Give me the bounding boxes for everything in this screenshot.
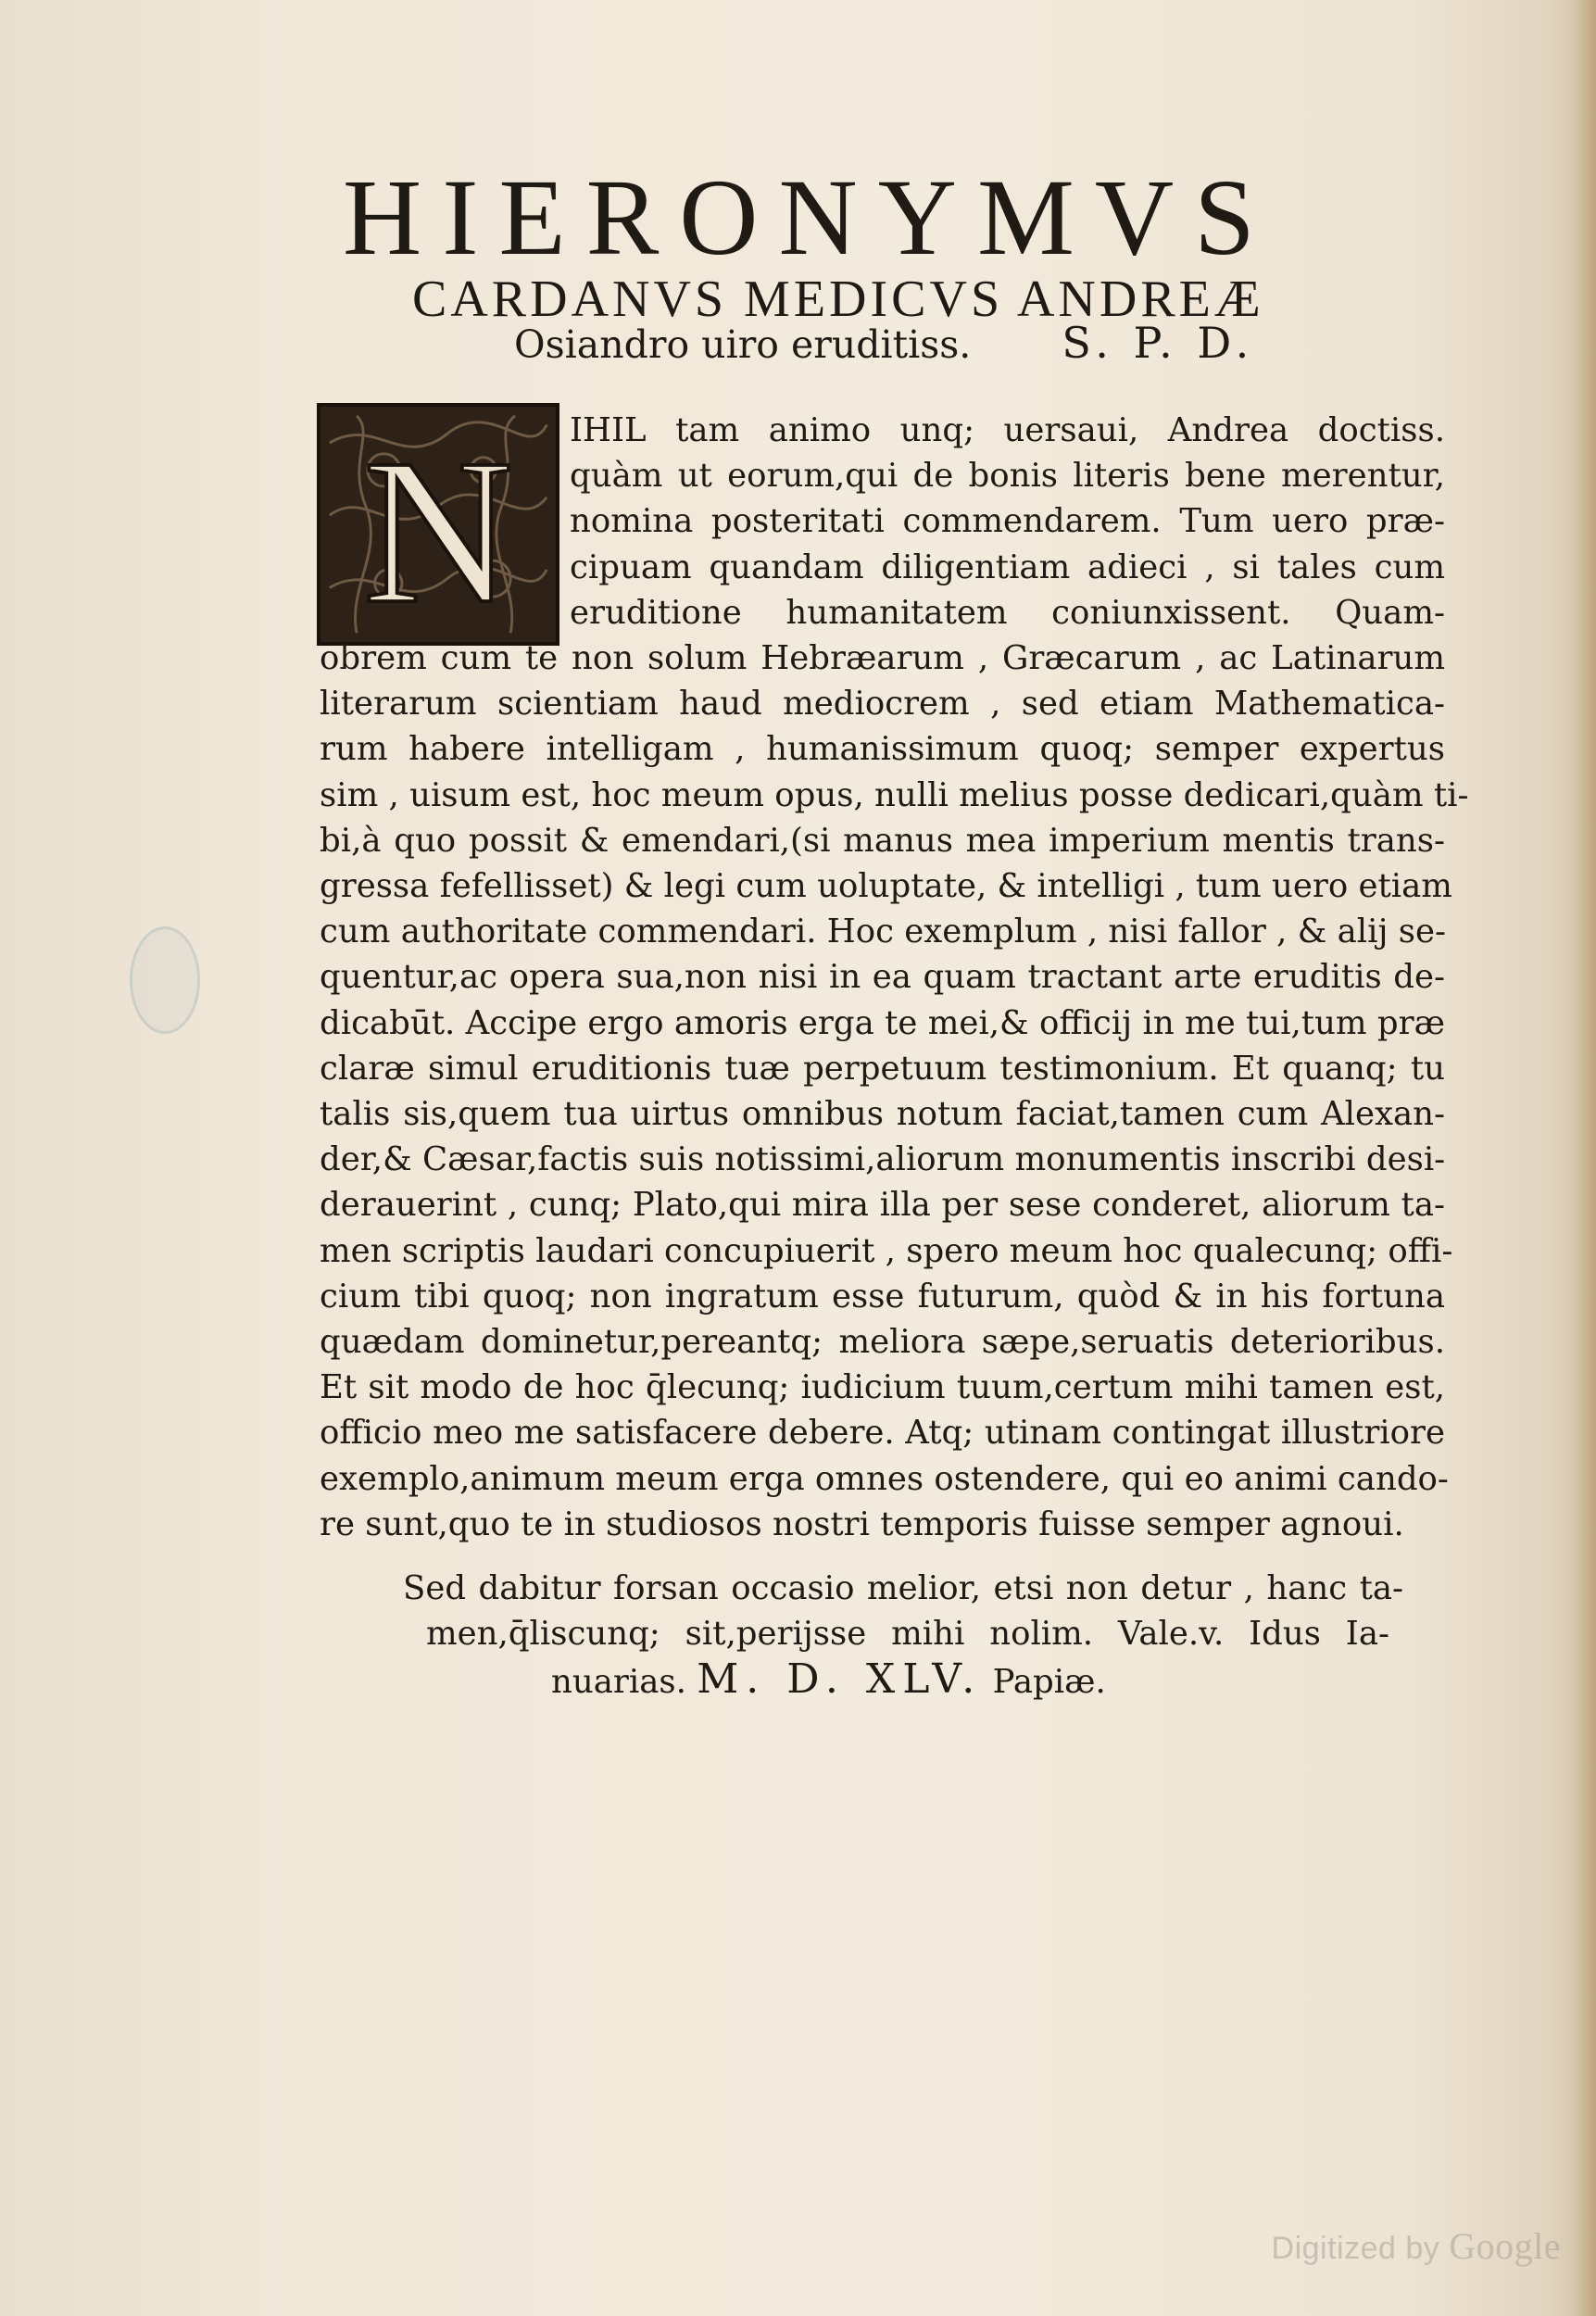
body-line: cipuam quandam diligentiam adieci , si tales cum: [570, 548, 1445, 586]
heading-addressee: [514, 320, 1254, 368]
body-line: bi,à quo possit & emendari,(si manus mea imperium mentis trans-: [320, 821, 1445, 860]
body-line: talis sis,quem tua uirtus omnibus notum faciat,tamen cum Alexan-: [320, 1095, 1445, 1134]
body-line: claræ simul eruditionis tuæ perpetuum testimonium. Et quanq; tu: [320, 1049, 1445, 1088]
body-line: nomina posteritati commendarem. Tum uero præ-: [570, 502, 1445, 541]
body-line: cium tibi quoq; non ingratum esse futurum, quòd & in his fortuna: [320, 1277, 1445, 1315]
body-line: rum habere intelligam , humanissimum quoq; semper expertus: [320, 730, 1445, 769]
closing-year: M. D. XLV.: [697, 1655, 983, 1703]
salutation-abbrev: S. P. D.: [1062, 318, 1255, 368]
body-line: exemplo,animum meum erga omnes ostendere, qui eo animi cando-: [320, 1459, 1449, 1498]
initial-letter-glyph: N: [362, 416, 514, 642]
body-line: IHIL tam animo unq; uersaui, Andrea doctiss.: [570, 411, 1445, 449]
body-line: obrem cum te non solum Hebræarum , Græcarum , ac Latinarum: [320, 639, 1445, 678]
heading-title: CARDANVS MEDICVS ANDREÆ: [412, 271, 1264, 328]
digitization-watermark: [1272, 2224, 1561, 2268]
closing-date-line: [551, 1656, 1106, 1705]
library-stamp: [130, 926, 200, 1034]
body-line: dicabūt. Accipe ergo amoris erga te mei,& officij in me tui,tum præ: [320, 1003, 1445, 1042]
body-line: quàm ut eorum,qui de bonis literis bene merentur,: [570, 457, 1445, 496]
body-line: literarum scientiam haud mediocrem , sed etiam Mathematica-: [320, 685, 1445, 724]
body-line: re sunt,quo te in studiosos nostri temporis fuisse semper agnoui.: [320, 1504, 1404, 1543]
body-line: eruditione humanitatem coniunxissent. Quam-: [570, 593, 1445, 632]
watermark-brand: Google: [1449, 2225, 1561, 2267]
addressee-text: Osiandro uiro eruditiss.: [514, 322, 972, 367]
watermark-prefix: Digitized by: [1271, 2231, 1440, 2266]
body-line: men scriptis laudari concupiuerit , spero meum hoc qualecunq; offi-: [320, 1231, 1453, 1270]
body-line: quentur,ac opera sua,non nisi in ea quam tractant arte eruditis de-: [320, 958, 1445, 997]
closing-place: Papiæ.: [992, 1663, 1106, 1701]
body-line: der,& Cæsar,factis suis notissimi,aliorum monumentis inscribi desi-: [320, 1140, 1446, 1179]
body-line: quædam dominetur,pereantq; meliora sæpe,seruatis deterioribus.: [320, 1323, 1445, 1362]
heading-name: HIERONYMVS: [343, 157, 1276, 278]
page-edge-shadow: [1576, 0, 1596, 2316]
body-line: sim , uisum est, hoc meum opus, nulli melius posse dedicari,quàm ti-: [320, 775, 1469, 814]
dedication-body: [320, 408, 1469, 1547]
body-line: derauerint , cunq; Plato,qui mira illa per sese conderet, aliorum ta-: [320, 1186, 1445, 1225]
body-line: gressa fefellisset) & legi cum uoluptate, & intelligi , tum uero etiam: [320, 867, 1452, 906]
closing-line: men,q̄liscunq; sit,perijsse mihi nolim. Vale.v. Idus Ia-: [426, 1615, 1389, 1653]
body-line: Et sit modo de hoc q̄lecunq; iudicium tuum,certum mihi tamen est,: [320, 1368, 1445, 1407]
body-line: cum authoritate commendari. Hoc exemplum , nisi fallor , & alij se-: [320, 913, 1446, 951]
closing-line: Sed dabitur forsan occasio melior, etsi non detur , hanc ta-: [403, 1569, 1403, 1607]
body-line: officio meo me satisfacere debere. Atq; utinam contingat illustriore: [320, 1414, 1445, 1453]
closing-month: nuarias.: [551, 1663, 686, 1701]
